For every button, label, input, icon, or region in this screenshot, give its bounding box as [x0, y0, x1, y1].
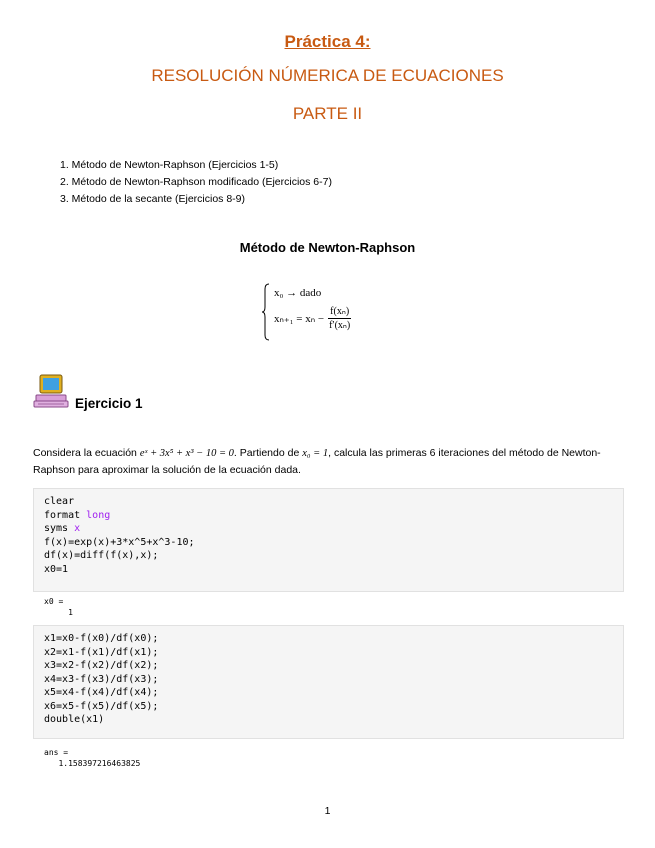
page-part: PARTE II: [292, 104, 363, 123]
code-output-ans: [44, 747, 140, 769]
code-line: [44, 509, 613, 523]
exercise-statement: [33, 445, 628, 479]
code-line: x3=x2-f(x2)/df(x2);: [44, 660, 159, 671]
code-block-setup[interactable]: [33, 488, 624, 592]
code-line: x5=x4-f(x4)/df(x4);: [44, 687, 159, 698]
code-keyword: format: [44, 509, 87, 521]
formula-given: → dado: [286, 287, 322, 299]
left-brace-icon: [262, 283, 270, 341]
code-line: x0=1: [44, 563, 69, 575]
page-subtitle: RESOLUCIÓN NÚMERICA DE ECUACIONES: [151, 66, 504, 85]
output-value: 1: [44, 608, 73, 617]
statement-text-3: , calcula las primeras 6 iteraciones del método de Newton-Raphson para aproximar la solución de la ecuación dada.: [33, 447, 601, 476]
formula-denominator: f′(xₙ): [329, 320, 351, 331]
formula-line-2: [274, 305, 352, 332]
statement-text-1: Considera la ecuación: [33, 447, 140, 459]
formula-iteration: xₙ₊₁ = xₙ −: [274, 313, 325, 325]
code-line: x2=x1-f(x1)/df(x1);: [44, 646, 159, 658]
toc-item: 1. Método de Newton-Raphson (Ejercicios 1-5): [60, 159, 279, 171]
statement-text-2: . Partiendo de: [233, 447, 303, 459]
newton-raphson-formula: [262, 283, 392, 341]
toc-item: 3. Método de la secante (Ejercicios 8-9): [60, 193, 246, 205]
table-of-contents: [60, 157, 332, 208]
code-line: clear: [44, 496, 75, 507]
code-line: f(x)=exp(x)+3*x^5+x^3-10;: [44, 536, 195, 548]
formula-x0: x₀: [274, 287, 284, 299]
formula-line-1: [274, 287, 321, 299]
code-line: double(x1): [44, 714, 105, 725]
output-label: ans =: [44, 748, 69, 757]
computer-icon: [33, 373, 71, 409]
code-argument: x: [74, 523, 81, 534]
section-title: Método de Newton-Raphson: [239, 240, 416, 255]
output-value: 1.158397216463825: [44, 759, 141, 768]
code-keyword: syms: [44, 523, 75, 534]
code-line: x1=x0-f(x0)/df(x0);: [44, 633, 159, 644]
code-line: df(x)=diff(f(x),x);: [44, 550, 159, 561]
code-line: x6=x5-f(x5)/df(x5);: [44, 700, 159, 712]
code-output-x0: [44, 596, 73, 618]
code-line: x4=x3-f(x3)/df(x3);: [44, 673, 159, 685]
code-line: [44, 522, 613, 536]
formula-fraction: [327, 305, 352, 332]
start-value: x₀ = 1: [302, 448, 329, 459]
formula-numerator: f(xₙ): [330, 306, 350, 317]
output-label: x0 =: [44, 597, 64, 606]
page-number: 1: [324, 805, 331, 817]
toc-item: 2. Método de Newton-Raphson modificado (Ejercicios 6-7): [60, 176, 332, 188]
page-title: Práctica 4:: [284, 32, 371, 51]
equation: eˣ + 3x⁵ + x³ − 10 = 0: [139, 448, 234, 459]
code-argument: long: [86, 509, 111, 521]
code-block-iterations[interactable]: [33, 625, 624, 739]
exercise-title: Ejercicio 1: [75, 396, 143, 411]
